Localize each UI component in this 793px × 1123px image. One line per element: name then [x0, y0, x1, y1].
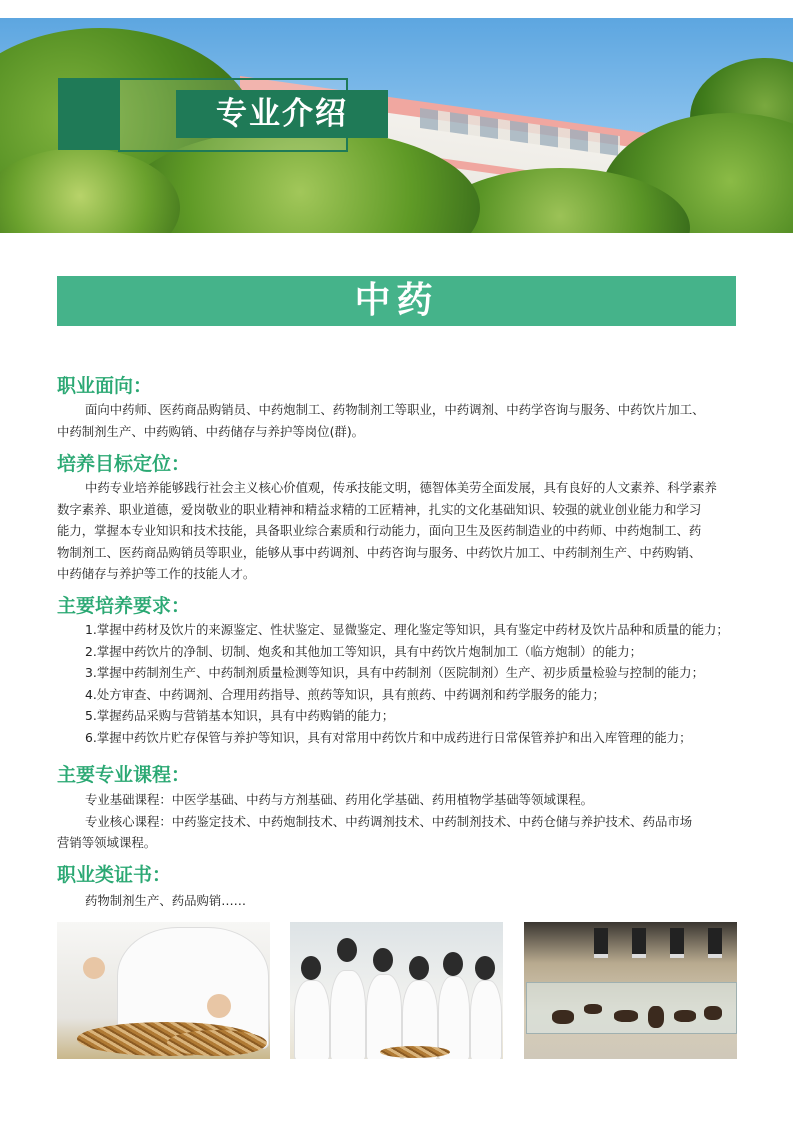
courses-paragraph: [57, 789, 757, 854]
herb-tray: [380, 1046, 450, 1058]
head: [475, 956, 495, 980]
ceiling-lamp: [708, 928, 722, 958]
banner-title-tag: [58, 78, 348, 150]
list-item: 4.处方审查、中药调剂、合理用药指导、煎药等知识，具有煎药、中药调剂和药学服务的能力；: [85, 686, 605, 702]
text-line: 面向中药师、医药商品购销员、中药炮制工、药物制剂工等职业，中药调剂、中药学咨询与服务、中药饮片加工、: [85, 402, 705, 417]
section-heading-career: 职业面向：: [57, 375, 153, 397]
banner-title: 专业介绍: [216, 96, 348, 132]
herb-pile: [167, 1030, 267, 1056]
section-heading-courses: 主要专业课程：: [57, 764, 191, 786]
list-item: 3.掌握中药制剂生产、中药制剂质量检测等知识，具有中药制剂（医院制剂）生产、初步质量检验与控制的能力；: [85, 665, 704, 681]
specimen: [552, 1010, 574, 1024]
specimen: [614, 1010, 638, 1022]
certificates-text: 药物制剂生产、药品购销……: [85, 893, 247, 908]
list-item: 6.掌握中药饮片贮存保管与养护等知识，具有对常用中药饮片和中成药进行日常保管养护和出入库管理的能力；: [85, 729, 692, 745]
text-line: 能力，掌握本专业知识和技术技能，具备职业综合素质和行动能力，面向卫生及医药制造业的中药师、中药炮制工、药: [57, 523, 702, 538]
text-line: 物制剂工、医药商品购销员等职业，能够从事中药调剂、中药咨询与服务、中药饮片加工、中药制剂生产、中药购销、: [57, 544, 702, 560]
head: [443, 952, 463, 976]
specimen: [674, 1010, 696, 1022]
basic-courses: 专业基础课程：中医学基础、中药与方剂基础、药用化学基础、药用植物学基础等领域课程。: [85, 792, 594, 807]
title-tag-square: [58, 78, 118, 150]
text-line: 中药专业培养能够践行社会主义核心价值观，传承技能文明，德智体美劳全面发展，具有良好的人文素养、科学素养: [85, 480, 717, 495]
career-paragraph: [57, 399, 757, 442]
list-item: 5.掌握药品采购与营销基本知识，具有中药购销的能力；: [85, 708, 395, 724]
ceiling-lamp: [594, 928, 608, 958]
hand: [207, 994, 231, 1018]
head: [409, 956, 429, 980]
hand: [83, 957, 105, 979]
section-heading-goal: 培养目标定位：: [57, 453, 191, 475]
major-title: 中药: [57, 276, 736, 326]
requirements-list: [57, 619, 767, 749]
text-line: 数字素养、职业道德，爱岗敬业的职业精神和精益求精的工匠精神，扎实的文化基础知识、较强的就业创业能力和学习: [57, 501, 702, 517]
head: [373, 948, 393, 972]
section-heading-requirements: 主要培养要求：: [57, 595, 191, 617]
photo-students-lab: [290, 922, 503, 1059]
photo-herb-processing: [57, 922, 270, 1059]
photo-specimen-display: [524, 922, 737, 1059]
section-heading-certificates: 职业类证书：: [57, 864, 172, 886]
head: [301, 956, 321, 980]
specimen: [648, 1006, 664, 1028]
specimen: [584, 1004, 602, 1014]
head: [337, 938, 357, 962]
certificates-paragraph: [57, 890, 757, 912]
text-line: 中药储存与养护等工作的技能人才。: [57, 566, 256, 581]
list-item: 2.掌握中药饮片的净制、切制、炮炙和其他加工等知识，具有中药饮片炮制加工（临方炮制）的能力；: [85, 643, 643, 659]
student: [470, 980, 502, 1059]
ceiling-lamp: [632, 928, 646, 958]
student: [330, 970, 366, 1059]
text-line: 中药制剂生产、中药购销、中药储存与养护等岗位(群)。: [57, 423, 365, 439]
student: [438, 976, 470, 1059]
student: [294, 980, 330, 1059]
goal-paragraph: [57, 477, 757, 585]
core-courses: 专业核心课程：中药鉴定技术、中药炮制技术、中药调剂技术、中药制剂技术、中药仓储与养护技术、药品市场: [85, 813, 693, 829]
header-banner-photo: [0, 18, 793, 233]
list-item: 1.掌握中药材及饮片的来源鉴定、性状鉴定、显微鉴定、理化鉴定等知识，具有鉴定中药材及饮片品种和质量的能力；: [85, 622, 729, 637]
core-courses-cont: 营销等领域课程。: [57, 835, 157, 850]
ceiling-lamp: [670, 928, 684, 958]
specimen: [704, 1006, 722, 1020]
